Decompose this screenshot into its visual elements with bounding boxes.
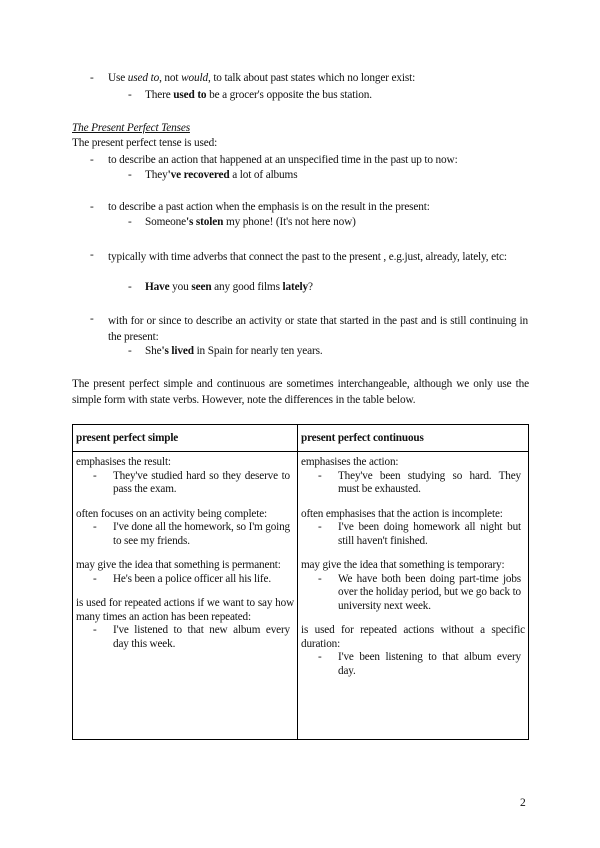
use-item: to describe an action that happened at an unspecified time in the past up to now: xyxy=(108,154,458,166)
comparison-table xyxy=(72,424,529,740)
used-to-example: There used to be a grocer's opposite the bus station. xyxy=(145,89,372,101)
used-to-rule: Use used to, not would, to talk about past states which no longer exist: xyxy=(108,72,416,84)
comparison-paragraph: The present perfect simple and continuous are sometimes interchangeable, although we only use the simple form with state verbs. However, note the differences in the table below. xyxy=(72,378,529,406)
usage-text: may give the idea that something is permanent: xyxy=(76,559,281,571)
use-item: with for or since to describe an activity or state that started in the past and is still continuing in the present: xyxy=(108,315,528,343)
usage-text: emphasises the action: xyxy=(301,456,399,468)
usage-example: - We have both been doing part-time jobs over the holiday period, but we go back to university next week. xyxy=(318,572,521,612)
bullet-dash: - xyxy=(90,249,94,261)
usage-example: - I've listened to that new album every day this week. xyxy=(93,624,290,650)
example-dash: - xyxy=(128,216,132,228)
use-item: typically with time adverbs that connect the past to the present , e.g.just, already, lately, etc: xyxy=(108,251,507,263)
use-item: to describe a past action when the emphasis is on the result in the present: xyxy=(108,201,430,213)
usage-example: - I've been doing homework all night but still haven't finished. xyxy=(318,521,521,547)
usage-text: often focuses on an activity being complete: xyxy=(76,507,267,520)
bullet-dash: - xyxy=(90,201,94,213)
bullet-dash: - xyxy=(90,72,94,84)
use-example: Have you seen any good films lately? xyxy=(145,281,313,293)
use-example: They've recovered a lot of albums xyxy=(145,169,298,181)
example-dash: - xyxy=(128,345,132,357)
usage-example: - They've studied hard so they deserve to pass the exam. xyxy=(93,469,290,495)
usage-text: often emphasises that the action is incomplete: xyxy=(301,507,503,520)
bullet-dash: - xyxy=(90,313,94,325)
usage-text: is used for repeated actions if we want to say how many times an action has been repeated: xyxy=(76,597,294,623)
example-dash: - xyxy=(128,89,132,101)
section-title: The Present Perfect Tenses xyxy=(72,122,190,134)
continuous-column xyxy=(298,452,529,740)
example-dash: - xyxy=(128,169,132,181)
intro-text: The present perfect tense is used: xyxy=(72,137,218,149)
usage-example: - I've done all the homework, so I'm going to see my friends. xyxy=(93,521,290,547)
example-dash: - xyxy=(128,281,132,293)
usage-text: emphasises the result: xyxy=(76,456,171,468)
col1-header: present perfect simple xyxy=(73,425,298,452)
usage-example: - They've been studying so hard. They must be exhausted. xyxy=(318,469,521,495)
usage-example: - I've been listening to that album every day. xyxy=(318,651,521,677)
col2-header: present perfect continuous xyxy=(298,425,529,452)
usage-text: is used for repeated actions without a specific duration: xyxy=(301,624,525,650)
bullet-dash: - xyxy=(90,154,94,166)
usage-example: - He's been a police officer all his life. xyxy=(93,572,271,585)
page-number: 2 xyxy=(520,797,526,809)
usage-text: may give the idea that something is temporary: xyxy=(301,559,505,571)
use-example: She's lived in Spain for nearly ten years. xyxy=(145,345,323,357)
use-example: Someone's stolen my phone! (It's not here now) xyxy=(145,216,356,228)
simple-column xyxy=(73,452,298,740)
